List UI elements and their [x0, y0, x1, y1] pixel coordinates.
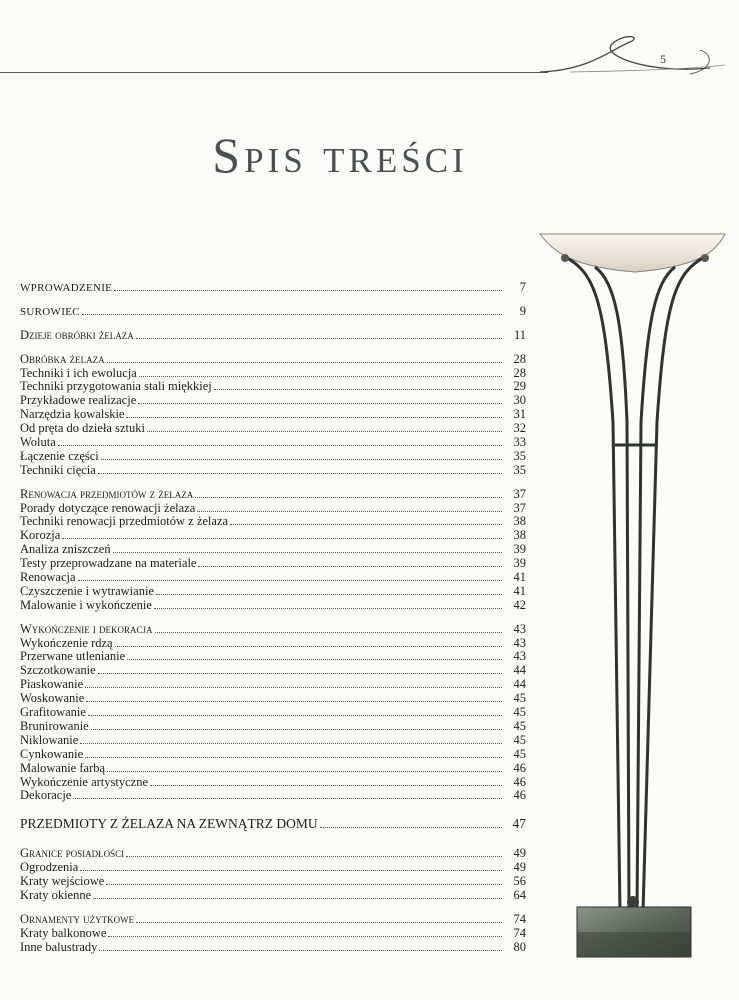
toc-entry-label: Dzieje obróbki żelaza — [20, 327, 134, 342]
toc-entry-page: 30 — [513, 393, 526, 408]
toc-entry[interactable] — [20, 329, 526, 343]
toc-section — [20, 488, 526, 613]
dot-leader — [101, 459, 502, 460]
floor-lamp-photo — [535, 222, 735, 962]
toc-entry-label: Od pręta do dzieła sztuki — [20, 421, 145, 436]
dot-leader — [114, 290, 502, 291]
dot-leader — [85, 687, 502, 688]
dot-leader — [58, 445, 502, 446]
toc-entry-page: 46 — [513, 774, 526, 789]
toc-entry-page: 37 — [513, 500, 526, 515]
dot-leader — [127, 659, 502, 660]
toc-entry-label: Kraty okienne — [20, 887, 92, 902]
toc-entry-page: 39 — [513, 556, 526, 571]
toc-entry-page: 31 — [513, 407, 526, 422]
header-rule — [0, 72, 548, 73]
toc-entry[interactable] — [20, 571, 526, 585]
toc-entry-page: 80 — [513, 939, 526, 954]
dot-leader — [93, 898, 502, 899]
toc-entry[interactable] — [20, 789, 526, 803]
toc-entry[interactable] — [20, 692, 526, 706]
toc-entry-label: Brunirowanie — [20, 718, 89, 733]
toc-entry-label: Narzędzia kowalskie — [20, 407, 125, 422]
toc-entry-label: Szczotkowanie — [20, 663, 96, 678]
dot-leader — [139, 376, 502, 377]
toc-section — [20, 329, 526, 343]
page-title: Spis treści — [212, 126, 468, 183]
dot-leader — [99, 950, 502, 951]
toc-entry[interactable] — [20, 762, 526, 776]
dot-leader — [108, 936, 502, 937]
toc-entry-label: Korozja — [20, 528, 61, 543]
toc-entry-page: 28 — [513, 365, 526, 380]
toc-entry-label: WPROWADZENIE — [20, 282, 113, 294]
toc-entry[interactable] — [20, 706, 526, 720]
toc-entry-label: Wykończenie artystyczne — [20, 774, 149, 789]
toc-entry[interactable] — [20, 515, 526, 529]
flourish-ornament — [530, 30, 730, 80]
toc-entry[interactable] — [20, 436, 526, 450]
dot-leader — [115, 646, 502, 647]
dot-leader — [138, 403, 502, 404]
toc-section — [20, 623, 526, 804]
toc-entry-label: Wykończenie rdzą — [20, 635, 113, 650]
toc-entry-page: 38 — [513, 514, 526, 529]
toc-entry[interactable] — [20, 557, 526, 571]
dot-leader — [156, 594, 502, 595]
toc-entry-label: Malowanie farbą — [20, 760, 106, 775]
toc-entry-page: 43 — [513, 621, 526, 636]
dot-leader — [155, 632, 502, 633]
toc-entry-page: 35 — [513, 448, 526, 463]
dot-leader — [78, 580, 502, 581]
dot-leader — [86, 701, 502, 702]
toc-entry-label: Granice posiadłości — [20, 846, 125, 861]
toc-entry[interactable] — [20, 367, 526, 381]
dot-leader — [136, 338, 502, 339]
dot-leader — [62, 538, 502, 539]
page-number: 5 — [660, 52, 666, 66]
toc-entry-label: Kraty balkonowe — [20, 925, 107, 940]
toc-entry-page: 49 — [513, 846, 526, 861]
toc-entry[interactable] — [20, 847, 526, 861]
toc-entry[interactable] — [20, 678, 526, 692]
toc-entry[interactable] — [20, 305, 526, 319]
toc-entry[interactable] — [20, 408, 526, 422]
toc-entry-label: Woluta — [20, 435, 56, 450]
toc-entry-page: 45 — [513, 705, 526, 720]
toc-entry[interactable] — [20, 734, 526, 748]
toc-entry[interactable] — [20, 529, 526, 543]
toc-entry-page: 37 — [513, 486, 526, 501]
toc-entry-page: 45 — [513, 691, 526, 706]
toc-entry-page: 33 — [513, 435, 526, 450]
toc-entry-label: Łączenie części — [20, 448, 99, 463]
toc-entry[interactable] — [20, 776, 526, 790]
toc-section — [20, 281, 526, 295]
dot-leader — [126, 856, 502, 857]
toc-entry-label: Obróbka żelaza — [20, 351, 105, 366]
toc-entry-label: Malowanie i wykończenie — [20, 597, 152, 612]
toc-entry-page: 64 — [513, 887, 526, 902]
toc-entry[interactable] — [20, 861, 526, 875]
toc-entry[interactable] — [20, 464, 526, 478]
toc-entry[interactable] — [20, 650, 526, 664]
toc-entry[interactable] — [20, 543, 526, 557]
toc-entry-label: Woskowanie — [20, 691, 85, 706]
toc-entry-label: SUROWIEC — [20, 305, 80, 318]
toc-entry-page: 45 — [513, 746, 526, 761]
dot-leader — [230, 524, 502, 525]
table-of-contents — [20, 281, 526, 964]
toc-entry-page: 41 — [513, 583, 526, 598]
toc-entry[interactable] — [20, 502, 526, 516]
dot-leader — [154, 608, 502, 609]
toc-entry-page: 56 — [513, 873, 526, 888]
toc-entry[interactable] — [20, 875, 526, 889]
toc-entry[interactable] — [20, 941, 526, 955]
dot-leader — [126, 417, 502, 418]
toc-entry-label: Techniki cięcia — [20, 462, 96, 477]
toc-entry-label: Ornamenty użytkowe — [20, 911, 135, 926]
toc-entry[interactable] — [20, 623, 526, 637]
toc-entry-label: Kraty wejściowe — [20, 873, 105, 888]
toc-entry-label: Wykończenie i dekoracja — [20, 621, 153, 636]
toc-entry-page: 11 — [513, 327, 526, 342]
dot-leader — [107, 362, 502, 363]
toc-entry-page: 44 — [513, 677, 526, 692]
toc-section — [20, 817, 526, 831]
toc-entry-page: 29 — [513, 379, 526, 394]
toc-entry-label: Cynkowanie — [20, 746, 84, 761]
dot-leader — [106, 884, 502, 885]
toc-entry-label: Porady dotyczące renowacji żelaza — [20, 500, 196, 515]
toc-entry[interactable] — [20, 889, 526, 903]
toc-entry-page: 39 — [513, 542, 526, 557]
dot-leader — [113, 552, 502, 553]
toc-entry[interactable] — [20, 394, 526, 408]
toc-entry-page: 74 — [513, 925, 526, 940]
toc-entry[interactable] — [20, 720, 526, 734]
toc-section — [20, 353, 526, 478]
dot-leader — [195, 497, 502, 498]
dot-leader — [198, 566, 502, 567]
toc-entry-label: Renowacja przedmiotów z żelaza — [20, 486, 194, 501]
dot-leader — [91, 729, 502, 730]
toc-entry-label: PRZEDMIOTY Z ŻELAZA NA ZEWNĄTRZ DOMU — [20, 816, 318, 832]
toc-entry-label: Ogrodzenia — [20, 860, 79, 875]
toc-entry-page: 46 — [513, 760, 526, 775]
toc-entry[interactable] — [20, 422, 526, 436]
dot-leader — [136, 922, 502, 923]
dot-leader — [98, 473, 502, 474]
dot-leader — [197, 511, 502, 512]
toc-entry-label: Grafitowanie — [20, 705, 86, 720]
toc-entry[interactable] — [20, 927, 526, 941]
toc-entry-page: 41 — [513, 570, 526, 585]
toc-entry-label: Przerwane utlenianie — [20, 649, 126, 664]
toc-section — [20, 913, 526, 955]
toc-entry[interactable] — [20, 380, 526, 394]
toc-entry-page: 74 — [513, 911, 526, 926]
toc-entry-label: Dekoracje — [20, 788, 72, 803]
dot-leader — [82, 314, 502, 315]
toc-entry-page: 44 — [513, 663, 526, 678]
toc-entry-page: 45 — [513, 732, 526, 747]
toc-entry[interactable] — [20, 913, 526, 927]
toc-section — [20, 305, 526, 319]
toc-entry-page: 45 — [513, 718, 526, 733]
toc-section — [20, 847, 526, 903]
toc-entry-page: 7 — [519, 280, 526, 294]
toc-entry[interactable] — [20, 585, 526, 599]
toc-entry[interactable] — [20, 450, 526, 464]
toc-entry[interactable] — [20, 281, 526, 295]
dot-leader — [85, 757, 502, 758]
toc-entry[interactable] — [20, 599, 526, 613]
toc-entry-label: Inne balustrady — [20, 939, 98, 954]
toc-entry-page: 43 — [513, 635, 526, 650]
toc-entry-label: Testy przeprowadzane na materiale — [20, 556, 197, 571]
toc-entry-page: 38 — [513, 528, 526, 543]
toc-entry-page: 46 — [513, 788, 526, 803]
dot-leader — [150, 785, 502, 786]
dot-leader — [88, 715, 502, 716]
toc-entry-page: 49 — [513, 860, 526, 875]
toc-entry[interactable] — [20, 664, 526, 678]
toc-entry-label: Niklowanie — [20, 732, 79, 747]
toc-entry[interactable] — [20, 353, 526, 367]
toc-entry-label: Techniki renowacji przedmiotów z żelaza — [20, 514, 229, 529]
toc-entry-label: Renowacja — [20, 570, 76, 585]
toc-entry-label: Czyszczenie i wytrawianie — [20, 583, 154, 598]
dot-leader — [73, 798, 502, 799]
toc-entry-page: 35 — [513, 462, 526, 477]
toc-entry-page: 43 — [513, 649, 526, 664]
dot-leader — [147, 431, 502, 432]
dot-leader — [98, 673, 502, 674]
toc-entry-label: Techniki i ich ewolucja — [20, 365, 137, 380]
toc-entry-page: 9 — [519, 303, 526, 318]
toc-entry-page: 32 — [513, 421, 526, 436]
toc-entry-label: Piaskowanie — [20, 677, 84, 692]
toc-entry-label: Analiza zniszczeń — [20, 542, 111, 557]
toc-entry[interactable] — [20, 817, 526, 831]
toc-entry-page: 42 — [513, 597, 526, 612]
toc-entry-page: 28 — [513, 351, 526, 366]
dot-leader — [320, 827, 502, 828]
toc-entry-label: Techniki przygotowania stali miękkiej — [20, 379, 212, 394]
toc-entry[interactable] — [20, 748, 526, 762]
dot-leader — [80, 870, 502, 871]
dot-leader — [214, 389, 502, 390]
toc-entry-page: 47 — [512, 816, 526, 832]
toc-entry-label: Przykładowe realizacje — [20, 393, 137, 408]
dot-leader — [107, 771, 502, 772]
dot-leader — [80, 743, 502, 744]
toc-entry[interactable] — [20, 637, 526, 651]
toc-entry[interactable] — [20, 488, 526, 502]
